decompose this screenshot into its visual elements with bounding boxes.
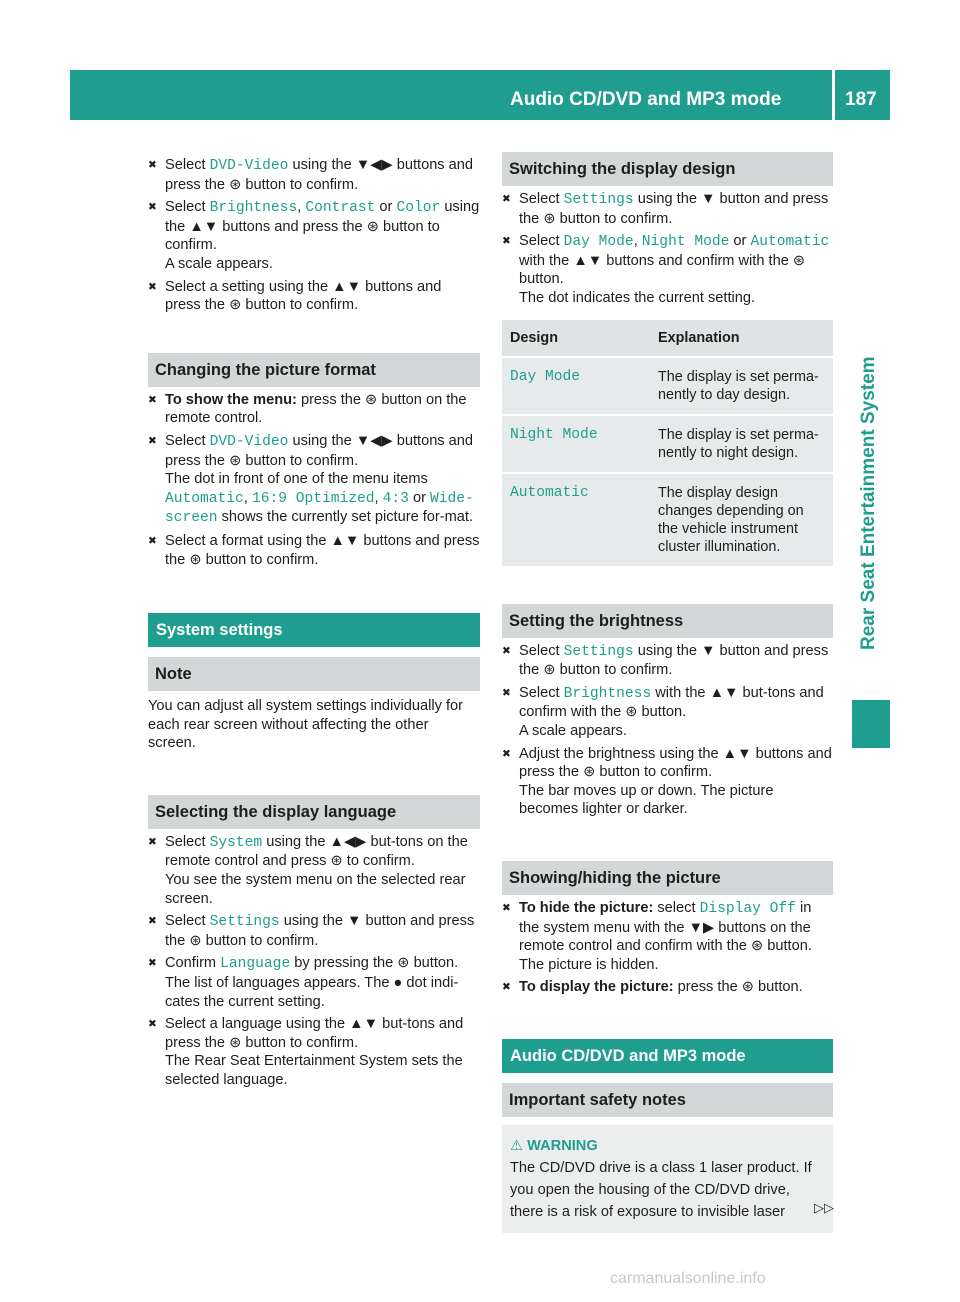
page-number: 187 [845, 89, 877, 110]
list-item: ✖ Select Settings using the ▼ button and press the ⊛ button to confirm. [502, 190, 833, 228]
list-item: ✖ Select Day Mode, Night Mode or Automatic with the ▲▼ buttons and confirm with the ⊛ button. The dot indicates the current setting. [502, 232, 833, 307]
table-row: Night Mode The display is set perma-nently to night design. [502, 415, 833, 473]
list-item: ✖ Select Settings using the ▼ button and press the ⊛ button to confirm. [148, 912, 480, 950]
list-item: ✖ Select a setting using the ▲▼ buttons and press the ⊛ button to confirm. [148, 278, 480, 315]
chapter-heading: Audio CD/DVD and MP3 mode [502, 1039, 833, 1073]
list-item: ✖ Select System using the ▲◀▶ but-tons on the remote control and press ⊛ to confirm. You see the system menu on the selected rear screen. [148, 833, 480, 908]
table-row: Automatic The display design changes depending on the vehicle instrument cluster illumination. [502, 473, 833, 567]
section-heading: Switching the display design [502, 152, 833, 186]
warning-box: ⚠ WARNING The CD/DVD drive is a class 1 laser product. If you open the housing of the CD/DVD drive, there is a risk of exposure to invisible laser [502, 1125, 833, 1233]
continue-icon: ▷▷ [814, 1200, 834, 1215]
table-header-row: Design Explanation [502, 320, 833, 357]
table-row: Day Mode The display is set perma-nently to day design. [502, 357, 833, 415]
list-item: ✖ Select Settings using the ▼ button and press the ⊛ button to confirm. [502, 642, 833, 680]
warning-icon: ⚠ [510, 1137, 524, 1154]
list-item: ✖ Select a language using the ▲▼ but-tons and press the ⊛ button to confirm. The Rear Seat Entertainment System sets the selected language. [148, 1015, 480, 1089]
section-heading: Important safety notes [502, 1083, 833, 1117]
section-heading: Selecting the display language [148, 795, 480, 829]
list-item: ✖ Select DVD-Video using the ▼◀▶ buttons and press the ⊛ button to confirm. [148, 156, 480, 194]
section-heading: Showing/hiding the picture [502, 861, 833, 895]
list-item: ✖ To hide the picture: select Display Off in the system menu with the ▼▶ buttons on the remote control and confirm with the ⊛ button. The picture is hidden. [502, 899, 833, 974]
watermark: carmanualsonline.info [610, 1270, 766, 1287]
left-column [148, 152, 480, 1094]
list-item: ✖ To show the menu: press the ⊛ button on the remote control. [148, 391, 480, 428]
note-heading: Note [148, 657, 480, 691]
section-tab-label: Rear Seat Entertainment System [858, 356, 879, 650]
header-divider [832, 70, 835, 120]
list-item: ✖ Select a format using the ▲▼ buttons and press the ⊛ button to confirm. [148, 532, 480, 569]
chapter-heading: System settings [148, 613, 480, 647]
list-item: ✖ Confirm Language by pressing the ⊛ button. The list of languages appears. The ● dot indi-cates the current setting. [148, 954, 480, 1011]
list-item: ✖ Select Brightness with the ▲▼ but-tons and confirm with the ⊛ button. A scale appears. [502, 684, 833, 741]
page-title: Audio CD/DVD and MP3 mode [510, 89, 782, 110]
list-item: ✖ To display the picture: press the ⊛ button. [502, 978, 833, 997]
section-heading: Changing the picture format [148, 353, 480, 387]
note-text: You can adjust all system settings individually for each rear screen without affecting the other screen. [148, 698, 464, 752]
list-item: ✖ Select DVD-Video using the ▼◀▶ buttons and press the ⊛ button to confirm. The dot in front of one of the menu items Automatic, 16:9 Optimized, 4:3 or Wide-screen shows the currently set picture for-mat. [148, 432, 480, 528]
section-heading: Setting the brightness [502, 604, 833, 638]
section-tab-marker [852, 700, 890, 748]
list-item: ✖ Select Brightness, Contrast or Color using the ▲▼ buttons and press the ⊛ button to confirm. A scale appears. [148, 198, 480, 273]
list-item: ✖ Adjust the brightness using the ▲▼ buttons and press the ⊛ button to confirm. The bar moves up or down. The picture becomes lighter or darker. [502, 745, 833, 819]
right-column [502, 152, 833, 1233]
design-table [502, 320, 833, 568]
